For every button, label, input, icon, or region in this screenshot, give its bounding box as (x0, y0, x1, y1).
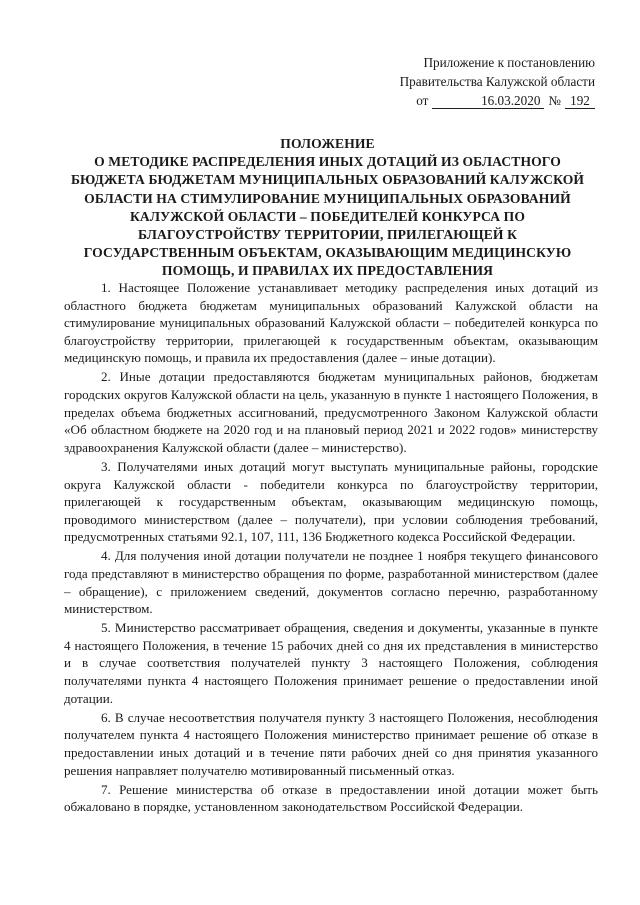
title-line-8: ПОМОЩЬ, И ПРАВИЛАХ ИХ ПРЕДОСТАВЛЕНИЯ (161, 263, 494, 279)
paragraph-6: 6. В случае несоответствия получателя пункту 3 настоящего Положения, несоблюдения получателем пункта 4 настоящего Положения министерство принимает решение об отказе в предоставлении иных дотаций и в течение пяти рабочих дней со дня принятия указанного решения направляет получателю мотивированный письменный отказ. (64, 709, 598, 778)
title-line-2: О МЕТОДИКЕ РАСПРЕДЕЛЕНИЯ ИНЫХ ДОТАЦИЙ ИЗ ОБЛАСТНОГО (94, 154, 561, 170)
paragraph-4: 4. Для получения иной дотации получатели не позднее 1 ноября текущего финансового года представляют в министерство обращения по форме, разработанной министерством (далее – обращение), с приложением сведений, документов согласно перечню, разработанному министерством. (64, 548, 598, 617)
appendix-header (355, 53, 595, 110)
title-line-4: ОБЛАСТИ НА СТИМУЛИРОВАНИЕ МУНИЦИПАЛЬНЫХ ОБРАЗОВАНИЙ (84, 190, 571, 206)
appendix-line-1: Приложение к постановлению (423, 55, 595, 70)
title-line-5: КАЛУЖСКОЙ ОБЛАСТИ – ПОБЕДИТЕЛЕЙ КОНКУРСА ПО (129, 208, 526, 224)
paragraph-1: 1. Настоящее Положение устанавливает методику распределения иных дотаций из областного бюджета бюджетам муниципальных образований Калужской области на стимулирование муниципальных образований Калужской области – победителей конкурса по благоустройству территории, прилегающей к государственным объектам, оказывающим медицинскую помощь, и правила их предоставления (далее – иные дотации). (64, 280, 598, 366)
appendix-date-line (355, 91, 595, 110)
title-line-3: БЮДЖЕТА БЮДЖЕТАМ МУНИЦИПАЛЬНЫХ ОБРАЗОВАНИЙ КАЛУЖСКОЙ (70, 172, 585, 188)
document-title (55, 135, 600, 281)
title-line-1: ПОЛОЖЕНИЕ (280, 136, 375, 151)
appendix-line-2: Правительства Калужской области (399, 74, 595, 89)
document-body (64, 279, 598, 817)
paragraph-2: 2. Иные дотации предоставляются бюджетам муниципальных районов, бюджетам городских округов Калужской области на цель, указанную в пункте 1 настоящего Положения, в пределах объема бюджетных ассигнований, предусмотренного Законом Калужской области «Об областном бюджете на 2020 год и на плановый период 2021 и 2022 годов» министерству здравоохранения Калужской области (далее – министерство). (64, 369, 598, 455)
decree-number: 192 (565, 94, 595, 109)
decree-date: 16.03.2020 (432, 94, 544, 109)
from-label: от (416, 93, 429, 108)
number-label: № (548, 93, 561, 108)
paragraph-5: 5. Министерство рассматривает обращения, сведения и документы, указанные в пункте 4 настоящего Положения, в течение 15 рабочих дней со дня их представления в министерство и в случае соответствия получателей пункту 3 настоящего Положения, соблюдения получателями пункта 4 настоящего Положения принимает решение о предоставлении иной дотации. (64, 620, 598, 706)
paragraph-7: 7. Решение министерства об отказе в предоставлении иной дотации может быть обжаловано в порядке, установленном законодательством Российской Федерации. (64, 781, 598, 815)
paragraph-3: 3. Получателями иных дотаций могут выступать муниципальные районы, городские округа Калужской области - победители конкурса по благоустройству территории, прилегающей к государственным объектам, оказывающим медицинскую помощь, проводимого министерством (далее – получатели), при условии соблюдения требований, предусмотренных статьями 92.1, 107, 111, 136 Бюджетного кодекса Российской Федерации. (64, 458, 598, 545)
title-line-7: ГОСУДАРСТВЕННЫМ ОБЪЕКТАМ, ОКАЗЫВАЮЩИМ МЕДИЦИНСКУЮ (83, 245, 572, 261)
title-line-6: БЛАГОУСТРОЙСТВУ ТЕРРИТОРИИ, ПРИЛЕГАЮЩЕЙ К (137, 227, 518, 243)
